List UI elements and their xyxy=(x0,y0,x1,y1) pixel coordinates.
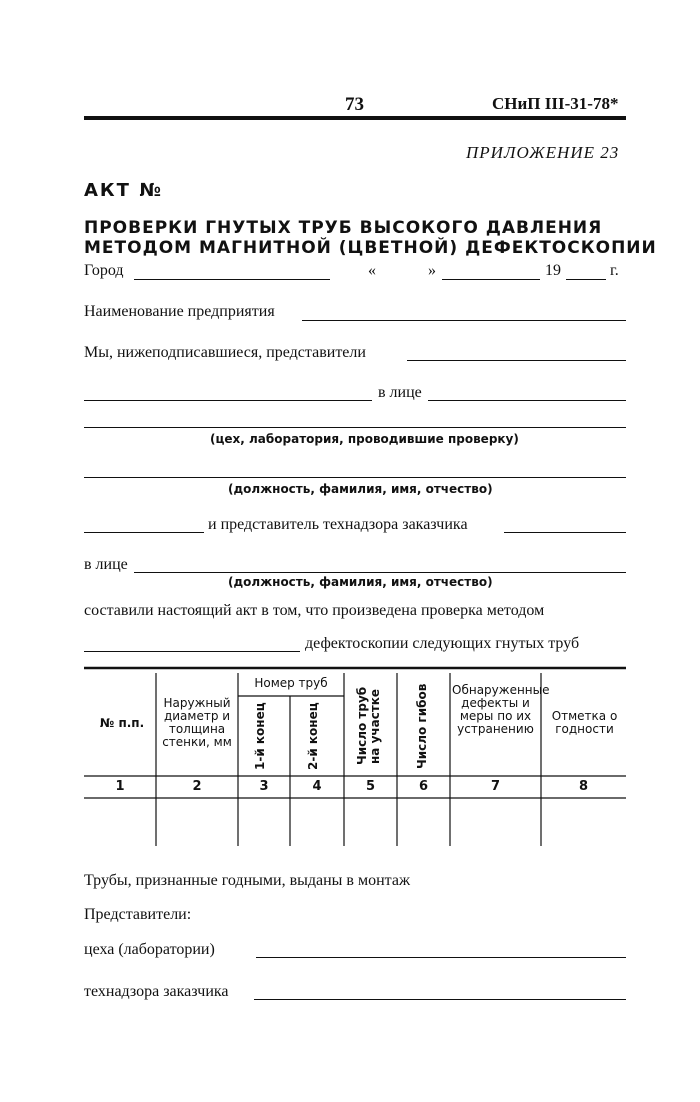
shop-rep-label: цеха (лаборатории) xyxy=(84,941,215,958)
title-line-2: МЕТОДОМ МАГНИТНОЙ (ЦВЕТНОЙ) ДЕФЕКТОСКОПИИ xyxy=(84,238,657,258)
col-header-pipe-count: Число труб на участке xyxy=(355,686,382,766)
act-heading: АКТ № xyxy=(84,180,163,201)
col-number-3: 3 xyxy=(259,779,269,794)
city-label: Город xyxy=(84,262,124,279)
col-header-defects: Обнаруженные дефекты и меры по их устранению xyxy=(452,683,550,736)
quote-open: « xyxy=(368,262,376,279)
title-line-1: ПРОВЕРКИ ГНУТЫХ ТРУБ ВЫСОКОГО ДАВЛЕНИЯ xyxy=(84,218,603,238)
document-code: СНиП III-31-78* xyxy=(492,94,619,113)
col-number-8: 8 xyxy=(578,779,589,794)
supervisor-label: и представитель технадзора заказчика xyxy=(208,516,468,533)
col-header-end-1: 1-й конец xyxy=(253,702,267,770)
representatives-label: Представители: xyxy=(84,906,192,923)
caption-position-2: (должность, фамилия, имя, отчество) xyxy=(228,575,493,589)
col-header-mark: Отметка о годности xyxy=(551,709,618,736)
col-header-number: № п.п. xyxy=(99,716,145,730)
quote-close: » xyxy=(428,262,436,279)
shop-rep-field[interactable] xyxy=(256,957,626,958)
org-label: Наименование предприятия xyxy=(84,303,275,320)
supervisor-rep-field[interactable] xyxy=(254,999,626,1000)
page-number: 73 xyxy=(345,94,364,115)
compiled-text: составили настоящий акт в том, что произведена проверка методом xyxy=(84,602,545,619)
caption-shop: (цех, лаборатория, проводившие проверку) xyxy=(210,432,519,446)
col-number-7: 7 xyxy=(490,779,501,794)
col-number-4: 4 xyxy=(312,779,322,794)
col-number-5: 5 xyxy=(365,779,376,794)
appendix-title: ПРИЛОЖЕНИЕ 23 xyxy=(466,143,620,162)
col-header-bends: Число гибов xyxy=(415,683,429,769)
col-number-1: 1 xyxy=(115,779,125,794)
in-person-label: в лице xyxy=(378,384,422,401)
col-number-6: 6 xyxy=(418,779,429,794)
pipes-accepted-text: Трубы, признанные годными, выданы в монтаж xyxy=(84,872,411,889)
col-header-diameter: Наружный диаметр и толщина стенки, мм xyxy=(162,696,232,749)
year-suffix: г. xyxy=(610,262,619,279)
year-prefix: 19 xyxy=(545,262,561,279)
col-header-pipe-number: Номер труб xyxy=(254,676,328,690)
defect-text: дефектоскопии следующих гнутых труб xyxy=(305,635,580,652)
col-header-end-2: 2-й конец xyxy=(306,702,320,770)
supervisor-rep-label: технадзора заказчика xyxy=(84,983,229,1000)
col-number-2: 2 xyxy=(192,779,202,794)
signers-label: Мы, нижеподписавшиеся, представители xyxy=(84,344,366,361)
caption-position-1: (должность, фамилия, имя, отчество) xyxy=(228,482,493,496)
in-person-label-2: в лице xyxy=(84,556,128,573)
